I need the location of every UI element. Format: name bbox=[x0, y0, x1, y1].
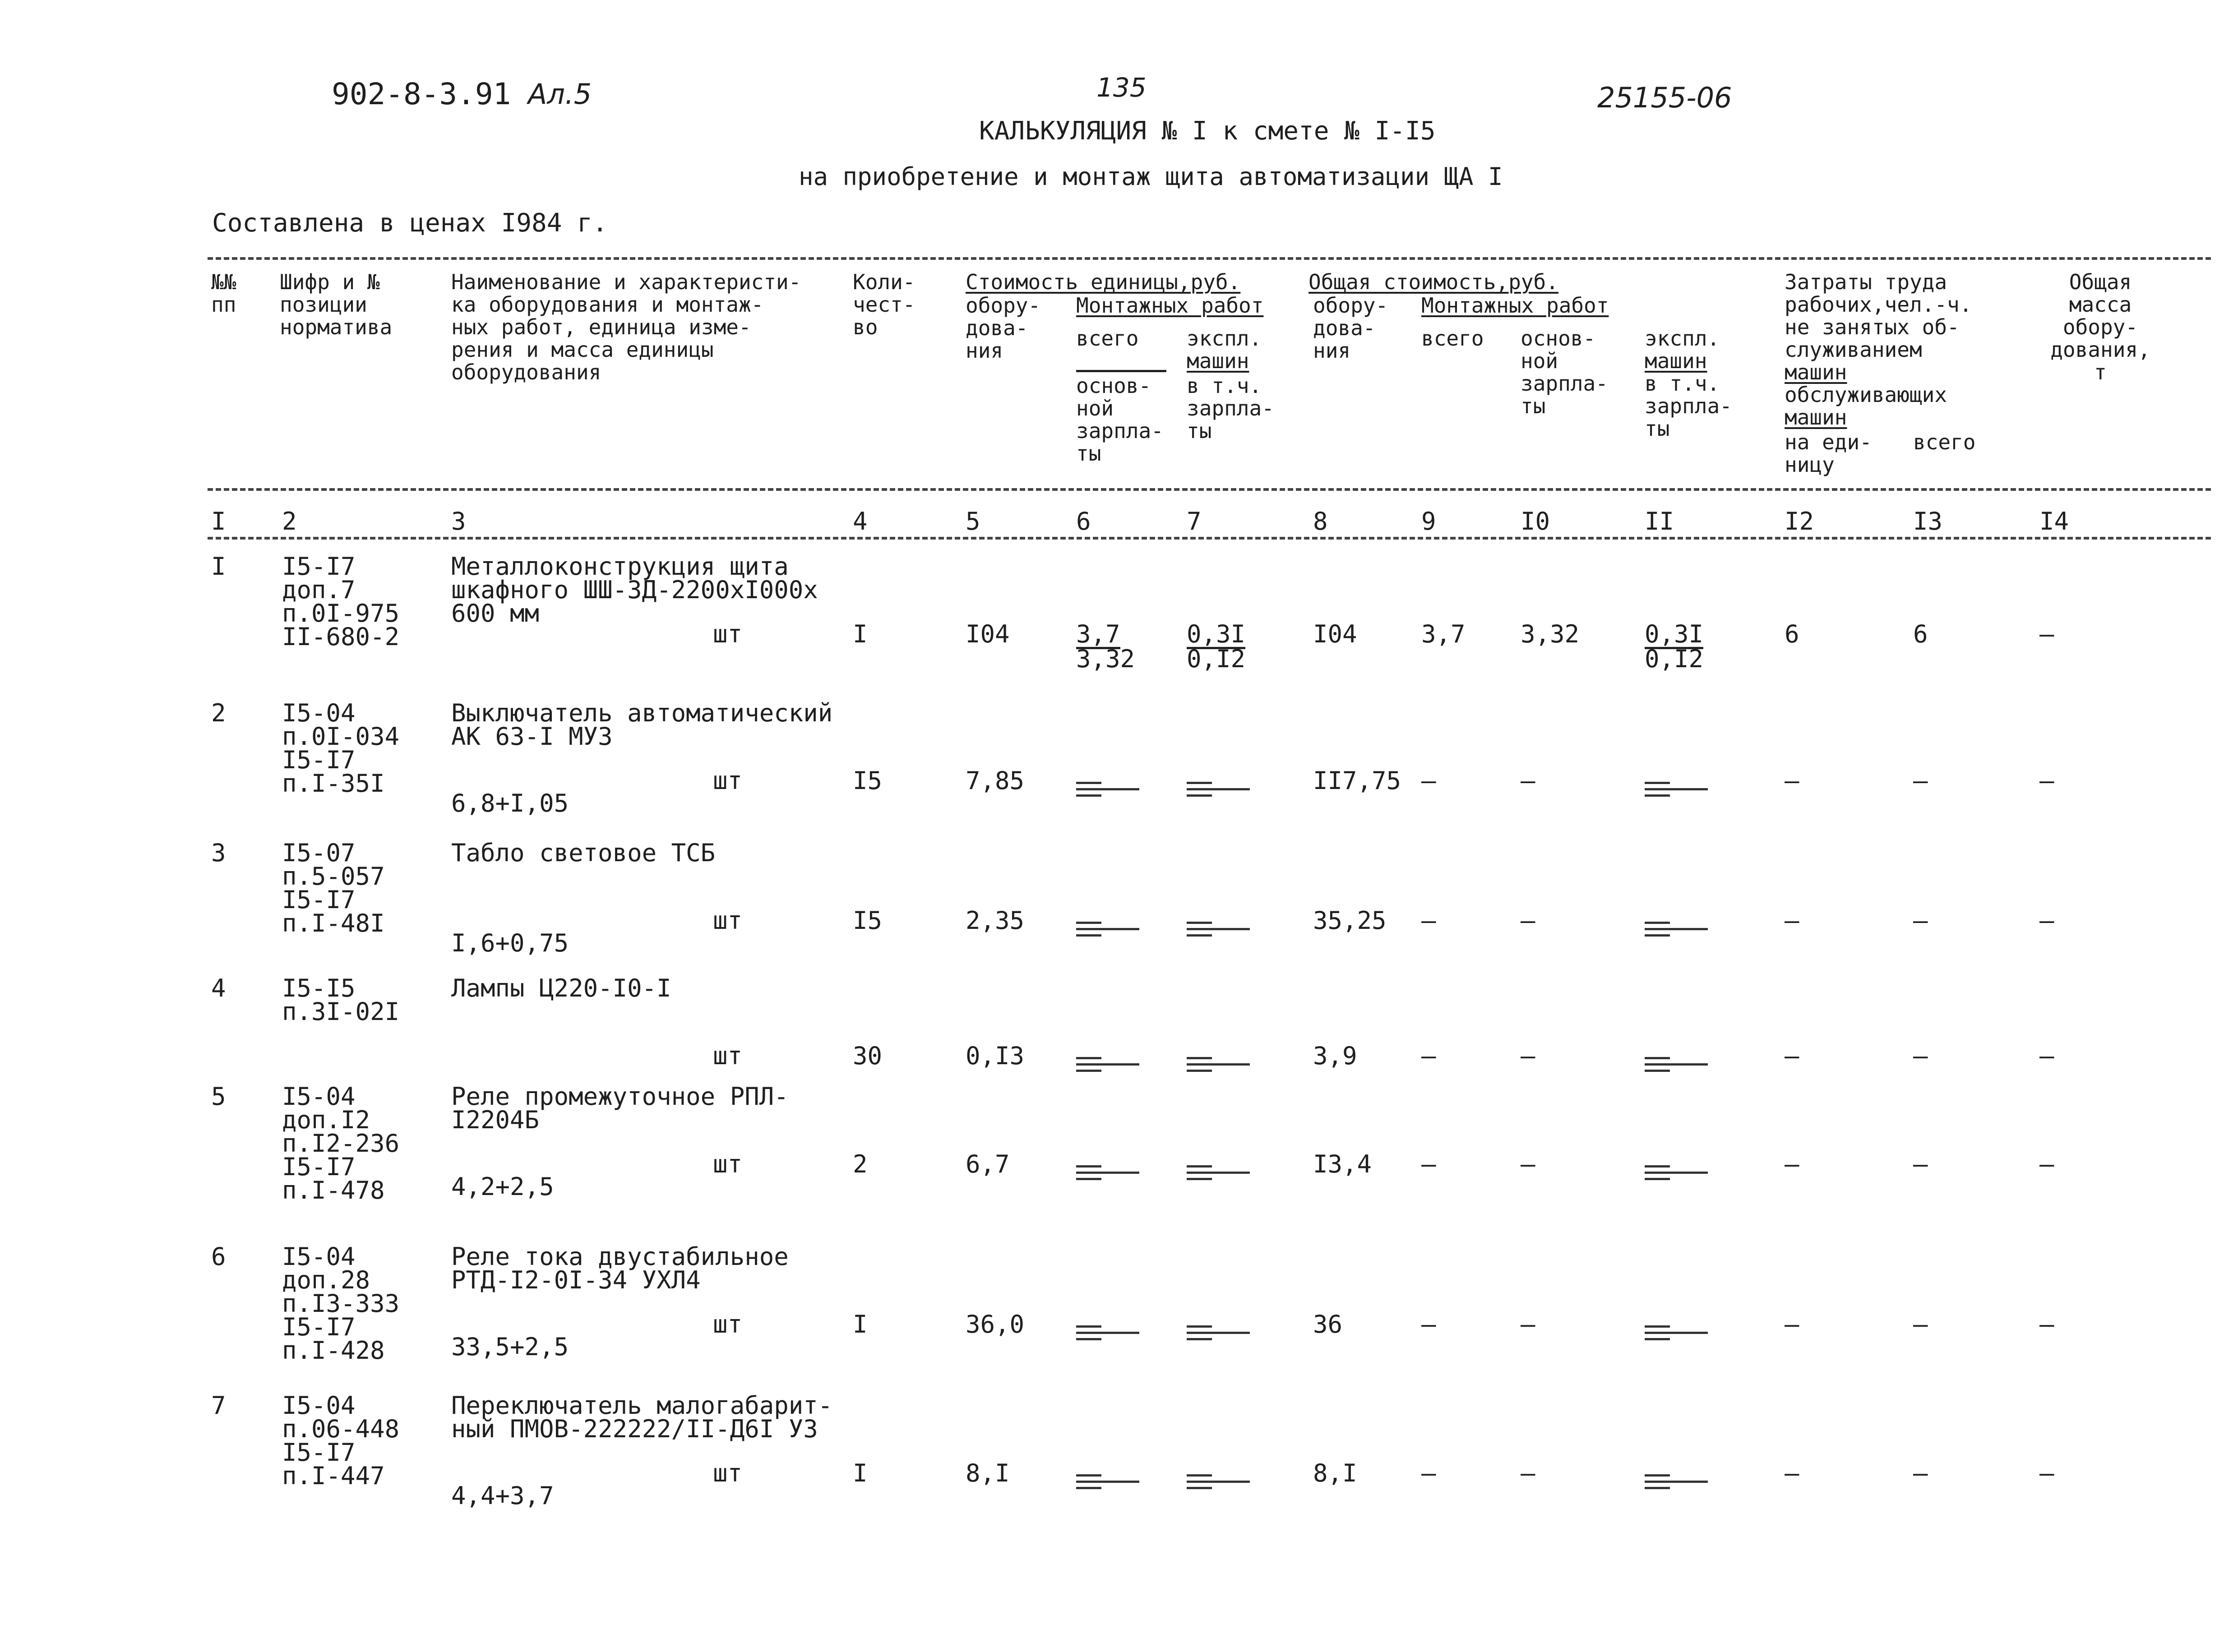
norm-code-line: I5-07 bbox=[282, 839, 356, 867]
row-number: 5 bbox=[211, 1082, 226, 1111]
item-name-line: Выключатель автоматический bbox=[451, 699, 833, 727]
empty-fraction-mark bbox=[1645, 778, 1708, 796]
norm-code-line: II-680-2 bbox=[282, 623, 400, 651]
empty-fraction-mark bbox=[1645, 918, 1708, 936]
unit-of-measure: шт bbox=[713, 766, 743, 795]
header-mass: Общая масса обору- дования, т bbox=[2050, 270, 2150, 384]
quantity: I bbox=[853, 1310, 868, 1338]
total-mounting: 3,7 bbox=[1421, 620, 1466, 648]
total-equipment-cost: 35,25 bbox=[1313, 906, 1387, 935]
empty-fraction-mark bbox=[1645, 1053, 1708, 1071]
item-name-line: ный ПМОВ-222222/II-Д6I УЗ bbox=[451, 1415, 818, 1443]
col-number: 8 bbox=[1313, 507, 1328, 535]
col-number: I2 bbox=[1785, 507, 1814, 535]
col-number: I4 bbox=[2039, 507, 2069, 535]
norm-code-line: п.I-35I bbox=[282, 769, 385, 798]
norm-code-line: п.06-448 bbox=[282, 1415, 400, 1443]
total-basic-wage: – bbox=[1521, 1310, 1535, 1338]
labor-total: – bbox=[1913, 1459, 1928, 1487]
total-basic-wage: – bbox=[1521, 906, 1535, 935]
col-number: 3 bbox=[451, 507, 466, 535]
header-unit-total-rule bbox=[1076, 370, 1166, 372]
norm-code-line: п.5-057 bbox=[282, 862, 385, 891]
item-name-line: РТД-I2-0I-34 УХЛ4 bbox=[451, 1266, 701, 1294]
unit-equipment-cost: 36,0 bbox=[966, 1310, 1025, 1338]
unit-basic-wage: 3,32 bbox=[1076, 645, 1135, 673]
empty-fraction-mark bbox=[1076, 1162, 1139, 1180]
item-name-line: шкафного ШШ-3Д-2200хI000х bbox=[451, 576, 818, 604]
total-equipment-cost: 36 bbox=[1313, 1310, 1343, 1338]
norm-code-line: п.I-447 bbox=[282, 1462, 385, 1490]
unit-equipment-cost: 6,7 bbox=[966, 1150, 1010, 1178]
labor-per-unit: – bbox=[1785, 1042, 1799, 1070]
row-number: 7 bbox=[211, 1391, 226, 1420]
empty-fraction-mark bbox=[1187, 1322, 1250, 1340]
total-basic-wage: – bbox=[1521, 1459, 1535, 1487]
labor-per-unit: – bbox=[1785, 766, 1799, 795]
empty-fraction-mark bbox=[1645, 1162, 1708, 1180]
empty-fraction-mark bbox=[1645, 1471, 1708, 1489]
item-name-line: 600 мм bbox=[451, 599, 540, 628]
header-name: Наименование и характеристи- ка оборудования и монтаж- ных работ, единица изме- рения и масса единицы оборудования bbox=[451, 270, 801, 384]
unit-equipment-cost: 2,35 bbox=[966, 906, 1025, 935]
header-total-all: всего bbox=[1421, 326, 1484, 351]
quantity: 30 bbox=[853, 1042, 883, 1070]
labor-total: – bbox=[1913, 1310, 1928, 1338]
total-basic-wage: – bbox=[1521, 1150, 1535, 1178]
norm-code-line: доп.7 bbox=[282, 576, 356, 604]
norm-code-line: I5-I7 bbox=[282, 552, 356, 581]
archive-stamp: 25155-06 bbox=[1597, 81, 1732, 114]
total-mounting: – bbox=[1421, 1310, 1436, 1338]
total-basic-wage: – bbox=[1521, 766, 1535, 795]
empty-fraction-mark bbox=[1076, 1322, 1139, 1340]
norm-code-line: доп.28 bbox=[282, 1266, 370, 1294]
col-number: 2 bbox=[282, 507, 297, 535]
item-mass: 33,5+2,5 bbox=[451, 1333, 569, 1361]
header-labor-per-unit: на еди- ницу bbox=[1785, 430, 1872, 477]
norm-code-line: I5-04 bbox=[282, 699, 356, 727]
unit-of-measure: шт bbox=[713, 1459, 743, 1487]
unit-equipment-cost: I04 bbox=[966, 620, 1010, 648]
norm-code-line: I5-04 bbox=[282, 1391, 356, 1420]
total-mounting: – bbox=[1421, 906, 1436, 935]
header-unit-machines: экспл. машин bbox=[1187, 326, 1262, 373]
item-mass: 4,4+3,7 bbox=[451, 1481, 554, 1510]
equipment-mass-total: – bbox=[2039, 1310, 2054, 1338]
total-equipment-cost: II7,75 bbox=[1313, 766, 1401, 795]
col-number: I3 bbox=[1913, 507, 1943, 535]
document-code: 902-8-3.91 bbox=[332, 77, 511, 111]
equipment-mass-total: – bbox=[2039, 1150, 2054, 1178]
quantity: 2 bbox=[853, 1150, 868, 1178]
item-name-line: Металлоконструкция щита bbox=[451, 552, 789, 581]
empty-fraction-mark bbox=[1187, 1471, 1250, 1489]
col-number: II bbox=[1645, 507, 1674, 535]
item-name-line: Реле тока двустабильное bbox=[451, 1242, 789, 1271]
unit-mounting-total: 3,7 bbox=[1076, 620, 1120, 648]
equipment-mass-total: – bbox=[2039, 766, 2054, 795]
norm-code-line: п.0I-975 bbox=[282, 599, 400, 628]
empty-fraction-mark bbox=[1187, 1162, 1250, 1180]
header-equipment-total: обору- дова- ния bbox=[1313, 293, 1388, 363]
calculation-title: КАЛЬКУЛЯЦИЯ № I к смете № I-I5 bbox=[979, 116, 1436, 146]
empty-fraction-mark bbox=[1187, 778, 1250, 796]
header-total-machines: экспл. машин в т.ч. зарпла- ты bbox=[1645, 326, 1732, 441]
item-mass: 4,2+2,5 bbox=[451, 1172, 554, 1201]
total-equipment-cost: 3,9 bbox=[1313, 1042, 1357, 1070]
col-number: 4 bbox=[853, 507, 868, 535]
total-equipment-cost: 8,I bbox=[1313, 1459, 1357, 1487]
unit-equipment-cost: 8,I bbox=[966, 1459, 1010, 1487]
col-number: 5 bbox=[966, 507, 980, 535]
item-name-line: Переключатель малогабарит- bbox=[451, 1391, 833, 1420]
norm-code-line: п.I2-236 bbox=[282, 1129, 400, 1158]
equipment-mass-total: – bbox=[2039, 906, 2054, 935]
norm-code-line: доп.I2 bbox=[282, 1106, 370, 1134]
row-number: 6 bbox=[211, 1242, 226, 1271]
quantity: I bbox=[853, 1459, 868, 1487]
sheet-mark: Ал.5 bbox=[528, 78, 592, 111]
total-mounting: – bbox=[1421, 1042, 1436, 1070]
unit-machines: 0,3I bbox=[1187, 620, 1246, 648]
col-number: I bbox=[211, 507, 226, 535]
col-number: 7 bbox=[1187, 507, 1202, 535]
empty-fraction-mark bbox=[1076, 778, 1139, 796]
header-equipment-unit: обору- дова- ния bbox=[966, 293, 1041, 363]
norm-code-line: п.I-428 bbox=[282, 1336, 385, 1365]
labor-total: – bbox=[1913, 1042, 1928, 1070]
calculation-subtitle: на приобретение и монтаж щита автоматизации ЩА I bbox=[799, 162, 1503, 191]
header-row-number: №№ пп bbox=[211, 270, 236, 317]
norm-code-line: п.3I-02I bbox=[282, 997, 400, 1026]
labor-per-unit: – bbox=[1785, 1150, 1799, 1178]
quantity: I5 bbox=[853, 906, 883, 935]
labor-total: – bbox=[1913, 1150, 1928, 1178]
item-name-line: АК 63-I МУЗ bbox=[451, 722, 613, 751]
norm-code-line: I5-I5 bbox=[282, 974, 356, 1002]
unit-of-measure: шт bbox=[713, 620, 743, 648]
total-machines: 0,3I bbox=[1645, 620, 1704, 648]
header-labor-total: всего bbox=[1913, 430, 1976, 454]
item-mass: I,6+0,75 bbox=[451, 929, 569, 957]
empty-fraction-mark bbox=[1076, 1471, 1139, 1489]
unit-equipment-cost: 0,I3 bbox=[966, 1042, 1025, 1070]
row-number: 2 bbox=[211, 699, 226, 727]
col-number: 9 bbox=[1421, 507, 1436, 535]
table-top-rule bbox=[208, 257, 2211, 260]
quantity: I bbox=[853, 620, 868, 648]
header-mounting-unit: Монтажных работ bbox=[1076, 293, 1264, 318]
norm-code-line: I5-I7 bbox=[282, 886, 356, 914]
norm-code-line: п.0I-034 bbox=[282, 722, 400, 751]
equipment-mass-total: – bbox=[2039, 1042, 2054, 1070]
unit-of-measure: шт bbox=[713, 906, 743, 935]
labor-per-unit: – bbox=[1785, 1310, 1799, 1338]
norm-code-line: I5-I7 bbox=[282, 1438, 356, 1467]
price-basis: Составлена в ценах I984 г. bbox=[212, 208, 608, 238]
row-number: I bbox=[211, 552, 226, 581]
norm-code-line: п.I-48I bbox=[282, 909, 385, 937]
header-quantity: Коли- чест- во bbox=[853, 270, 916, 339]
norm-code-line: I5-04 bbox=[282, 1242, 356, 1271]
norm-code-line: п.I-478 bbox=[282, 1176, 385, 1204]
equipment-mass-total: – bbox=[2039, 1459, 2054, 1487]
header-bottom-rule bbox=[208, 488, 2211, 491]
norm-code-line: I5-I7 bbox=[282, 1153, 356, 1181]
labor-per-unit: – bbox=[1785, 1459, 1799, 1487]
total-mounting: – bbox=[1421, 1459, 1436, 1487]
norm-code-line: I5-04 bbox=[282, 1082, 356, 1111]
header-total-basic-wage: основ- ной зарпла- ты bbox=[1521, 326, 1608, 418]
unit-equipment-cost: 7,85 bbox=[966, 766, 1025, 795]
header-labor: Затраты труда рабочих,чел.-ч. не занятых об- служиванием машин обслуживающих машин bbox=[1785, 270, 1972, 429]
item-name-line: Табло световое ТСБ bbox=[451, 839, 716, 867]
unit-of-measure: шт bbox=[713, 1042, 743, 1070]
header-total-cost: Общая стоимость,руб. bbox=[1309, 270, 1558, 294]
header-unit-basic-wage: основ- ной зарпла- ты bbox=[1076, 374, 1164, 466]
header-mounting-total: Монтажных работ bbox=[1421, 293, 1609, 318]
row-number: 3 bbox=[211, 839, 226, 867]
equipment-mass-total: – bbox=[2039, 620, 2054, 648]
quantity: I5 bbox=[853, 766, 883, 795]
empty-fraction-mark bbox=[1076, 1053, 1139, 1071]
total-mounting: – bbox=[1421, 1150, 1436, 1178]
total-basic-wage: 3,32 bbox=[1521, 620, 1580, 648]
labor-per-unit: – bbox=[1785, 906, 1799, 935]
unit-of-measure: шт bbox=[713, 1150, 743, 1178]
page-number: 135 bbox=[1096, 72, 1147, 103]
norm-code-line: I5-I7 bbox=[282, 1313, 356, 1341]
unit-of-measure: шт bbox=[713, 1310, 743, 1338]
norm-code-line: I5-I7 bbox=[282, 746, 356, 774]
header-unit-cost: Стоимость единицы,руб. bbox=[966, 270, 1241, 294]
column-numbers-rule bbox=[208, 537, 2211, 540]
col-number: 6 bbox=[1076, 507, 1091, 535]
row-number: 4 bbox=[211, 974, 226, 1002]
item-mass: 6,8+I,05 bbox=[451, 789, 569, 817]
total-machines-wage: 0,I2 bbox=[1645, 645, 1704, 673]
labor-per-unit: 6 bbox=[1785, 620, 1799, 648]
labor-total: – bbox=[1913, 766, 1928, 795]
labor-total: – bbox=[1913, 906, 1928, 935]
item-name-line: Лампы Ц220-I0-I bbox=[451, 974, 671, 1002]
item-name-line: I2204Б bbox=[451, 1106, 540, 1134]
unit-machines-wage: 0,I2 bbox=[1187, 645, 1246, 673]
empty-fraction-mark bbox=[1645, 1322, 1708, 1340]
total-mounting: – bbox=[1421, 766, 1436, 795]
norm-code-line: п.I3-333 bbox=[282, 1289, 400, 1318]
item-name-line: Реле промежуточное РПЛ- bbox=[451, 1082, 789, 1111]
empty-fraction-mark bbox=[1076, 918, 1139, 936]
total-equipment-cost: I04 bbox=[1313, 620, 1357, 648]
header-code: Шифр и № позиции норматива bbox=[280, 270, 393, 339]
total-basic-wage: – bbox=[1521, 1042, 1535, 1070]
labor-total: 6 bbox=[1913, 620, 1928, 648]
empty-fraction-mark bbox=[1187, 1053, 1250, 1071]
col-number: I0 bbox=[1521, 507, 1550, 535]
total-equipment-cost: I3,4 bbox=[1313, 1150, 1372, 1178]
header-unit-machines-wage: в т.ч. зарпла- ты bbox=[1187, 374, 1274, 443]
empty-fraction-mark bbox=[1187, 918, 1250, 936]
header-unit-total: всего bbox=[1076, 326, 1139, 351]
